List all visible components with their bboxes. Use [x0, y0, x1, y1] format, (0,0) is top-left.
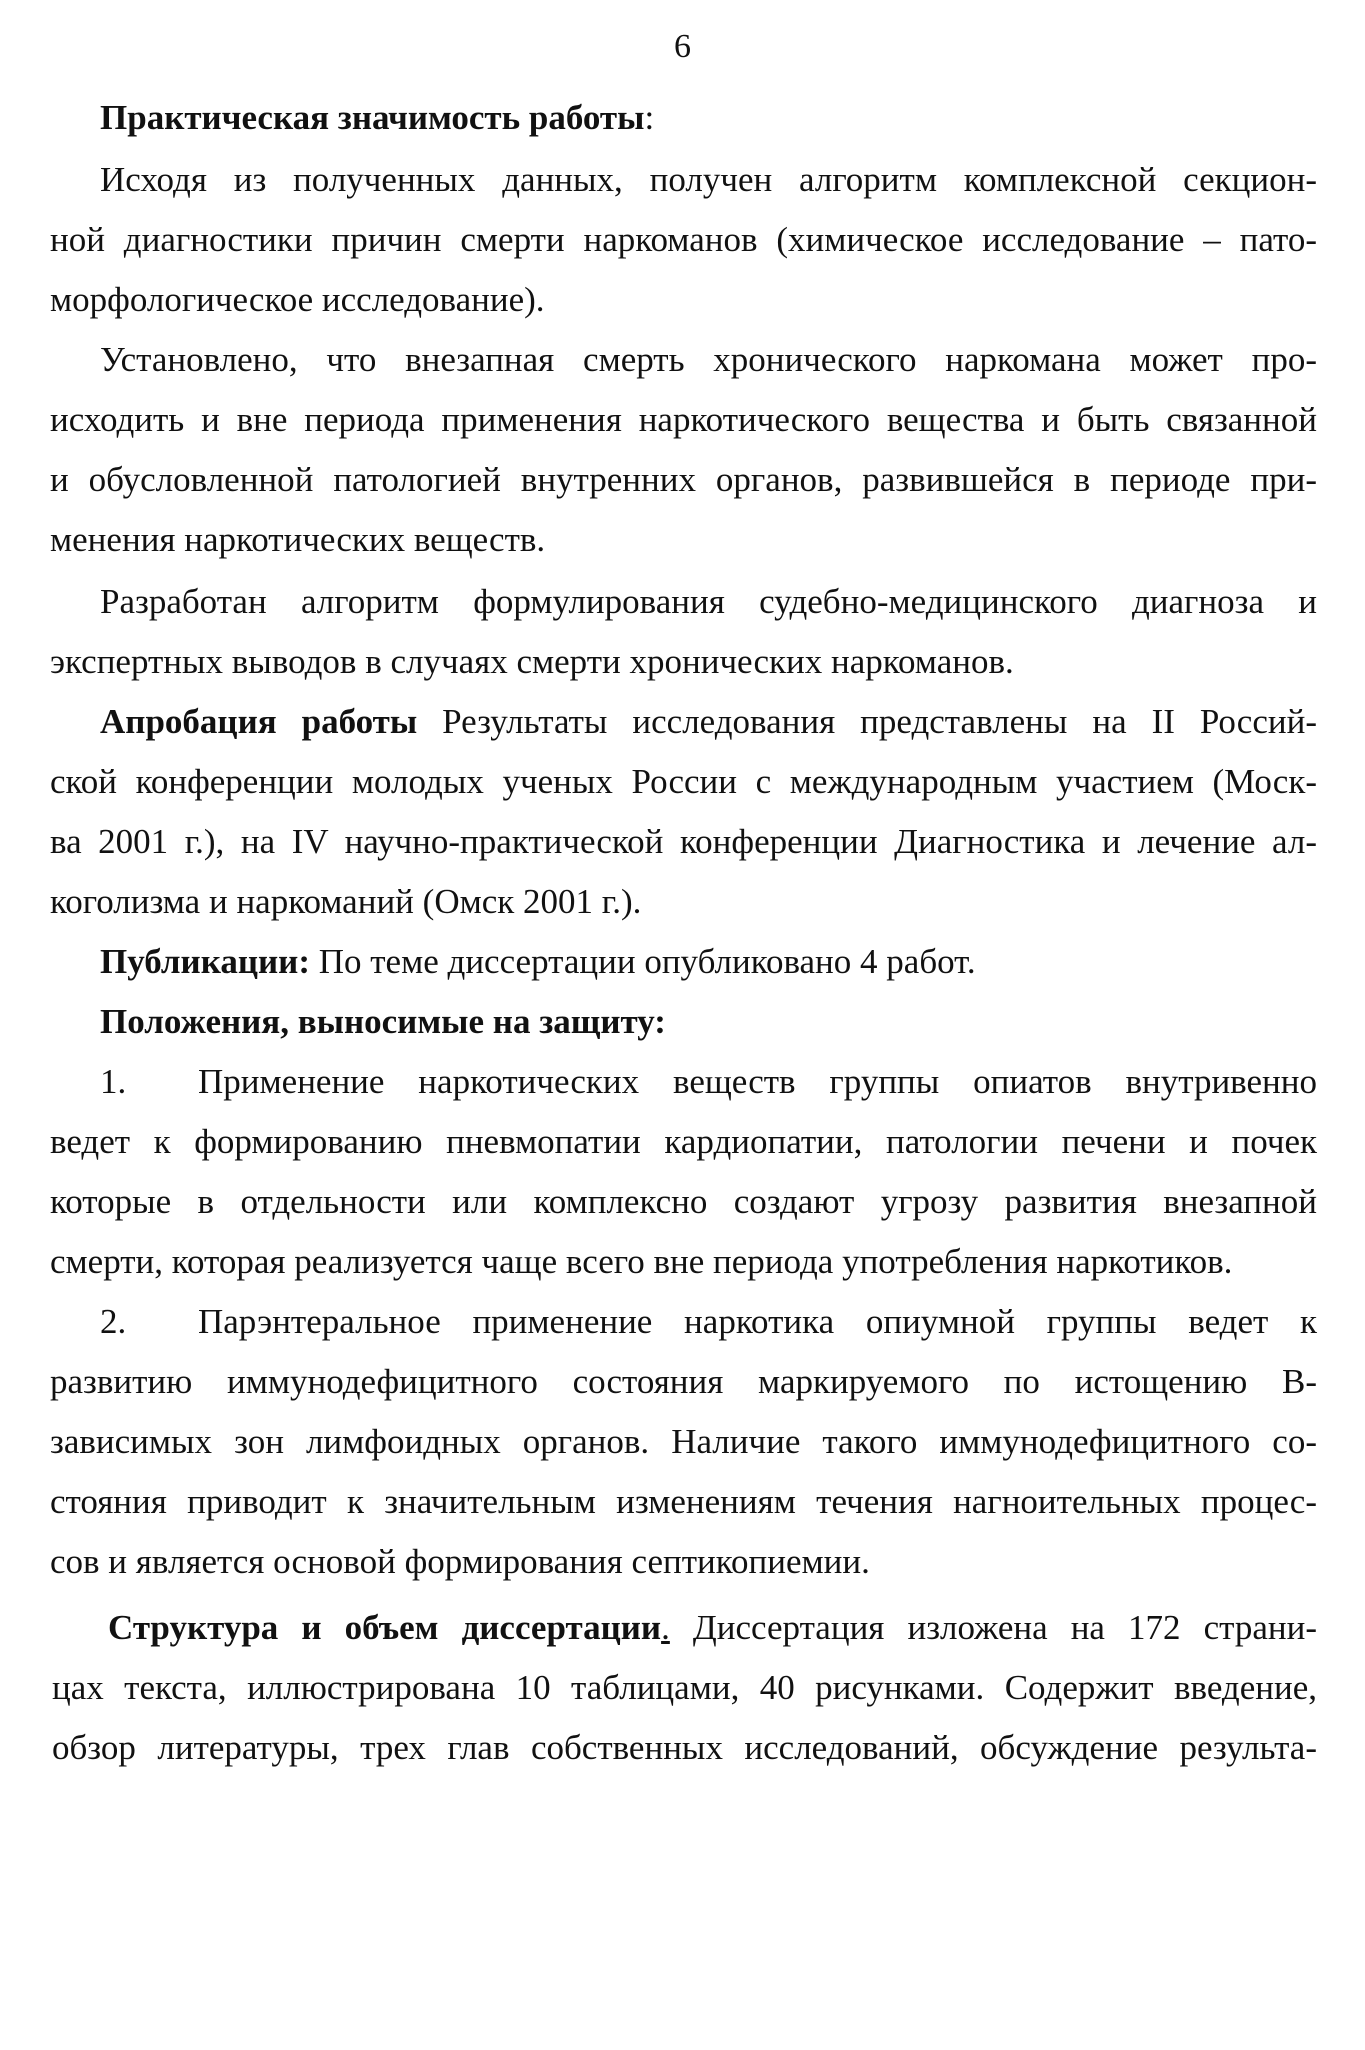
- thesis-1-line-2: ведет к формированию пневмопатии кардиопатии, патологии печени и почек: [50, 1122, 1317, 1161]
- approbation-line-2: ской конференции молодых ученых России с международным участием (Моск-: [50, 762, 1317, 801]
- structure-heading: Структура и объем диссертации: [108, 1608, 662, 1647]
- practical-heading: Практическая значимость работы: [100, 98, 645, 137]
- thesis-2-line-3: зависимых зон лимфоидных органов. Наличие такого иммунодефицитного со-: [50, 1422, 1317, 1461]
- approbation-text-1: Результаты исследования представлены на II Россий-: [417, 702, 1317, 741]
- thesis-1-text-1: Применение наркотических веществ группы опиатов внутривенно: [198, 1062, 1317, 1101]
- practical-p3-line-2: экспертных выводов в случаях смерти хронических наркоманов.: [50, 642, 1014, 681]
- thesis-2-line-5: сов и является основой формирования септикопиемии.: [50, 1542, 870, 1581]
- thesis-2-text-1: Парэнтеральное применение наркотика опиумной группы ведет к: [198, 1302, 1317, 1341]
- thesis-1-number: 1.: [100, 1062, 127, 1101]
- theses-heading: Положения, выносимые на защиту:: [100, 1002, 666, 1041]
- approbation-heading: Апробация работы: [100, 702, 418, 741]
- theses-heading-line: [100, 1002, 1317, 1042]
- publications-text: По теме диссертации опубликовано 4 работ.: [309, 942, 976, 981]
- structure-text-1: Диссертация изложена на 172 страни-: [669, 1608, 1317, 1647]
- practical-heading-line: [100, 98, 1317, 138]
- practical-p1-line-3: морфологическое исследование).: [50, 280, 545, 319]
- practical-p2-line-1: Установлено, что внезапная смерть хронического наркомана может про-: [100, 340, 1317, 379]
- publications-line: [100, 942, 1317, 982]
- thesis-1-line-3: которые в отдельности или комплексно создают угрозу развития внезапной: [50, 1182, 1317, 1221]
- structure-heading-dot: .: [661, 1608, 670, 1647]
- thesis-1-line-4: смерти, которая реализуется чаще всего вне периода употребления наркотиков.: [50, 1242, 1233, 1281]
- practical-p1-line-2: ной диагностики причин смерти наркоманов (химическое исследование – пато-: [50, 220, 1317, 259]
- approbation-line-3: ва 2001 г.), на IV научно-практической конференции Диагностика и лечение ал-: [50, 822, 1317, 861]
- thesis-1-line-1: [100, 1062, 1317, 1102]
- approbation-line-1: [100, 702, 1317, 742]
- structure-line-3: обзор литературы, трех глав собственных исследований, обсуждение результа-: [52, 1728, 1317, 1767]
- page-number: 6: [674, 28, 691, 65]
- structure-line-1: [108, 1608, 1317, 1648]
- approbation-line-4: коголизма и наркоманий (Омск 2001 г.).: [50, 882, 642, 921]
- structure-line-2: цах текста, иллюстрирована 10 таблицами, 40 рисунками. Содержит введение,: [52, 1668, 1317, 1707]
- thesis-2-line-4: стояния приводит к значительным изменениям течения нагноительных процес-: [50, 1482, 1317, 1521]
- thesis-2-number: 2.: [100, 1302, 127, 1341]
- practical-p2-line-4: менения наркотических веществ.: [50, 520, 546, 559]
- publications-heading: Публикации:: [100, 942, 310, 981]
- thesis-2-line-1: [100, 1302, 1317, 1342]
- practical-p3-line-1: Разработан алгоритм формулирования судебно-медицинского диагноза и: [100, 582, 1317, 621]
- practical-p2-line-3: и обусловленной патологией внутренних органов, развившейся в периоде при-: [50, 460, 1317, 499]
- thesis-2-line-2: развитию иммунодефицитного состояния маркируемого по истощению В-: [50, 1362, 1317, 1401]
- practical-p1-line-1: Исходя из полученных данных, получен алгоритм комплексной секцион-: [100, 160, 1317, 199]
- practical-p2-line-2: исходить и вне периода применения наркотического вещества и быть связанной: [50, 400, 1317, 439]
- practical-heading-colon: :: [644, 98, 655, 137]
